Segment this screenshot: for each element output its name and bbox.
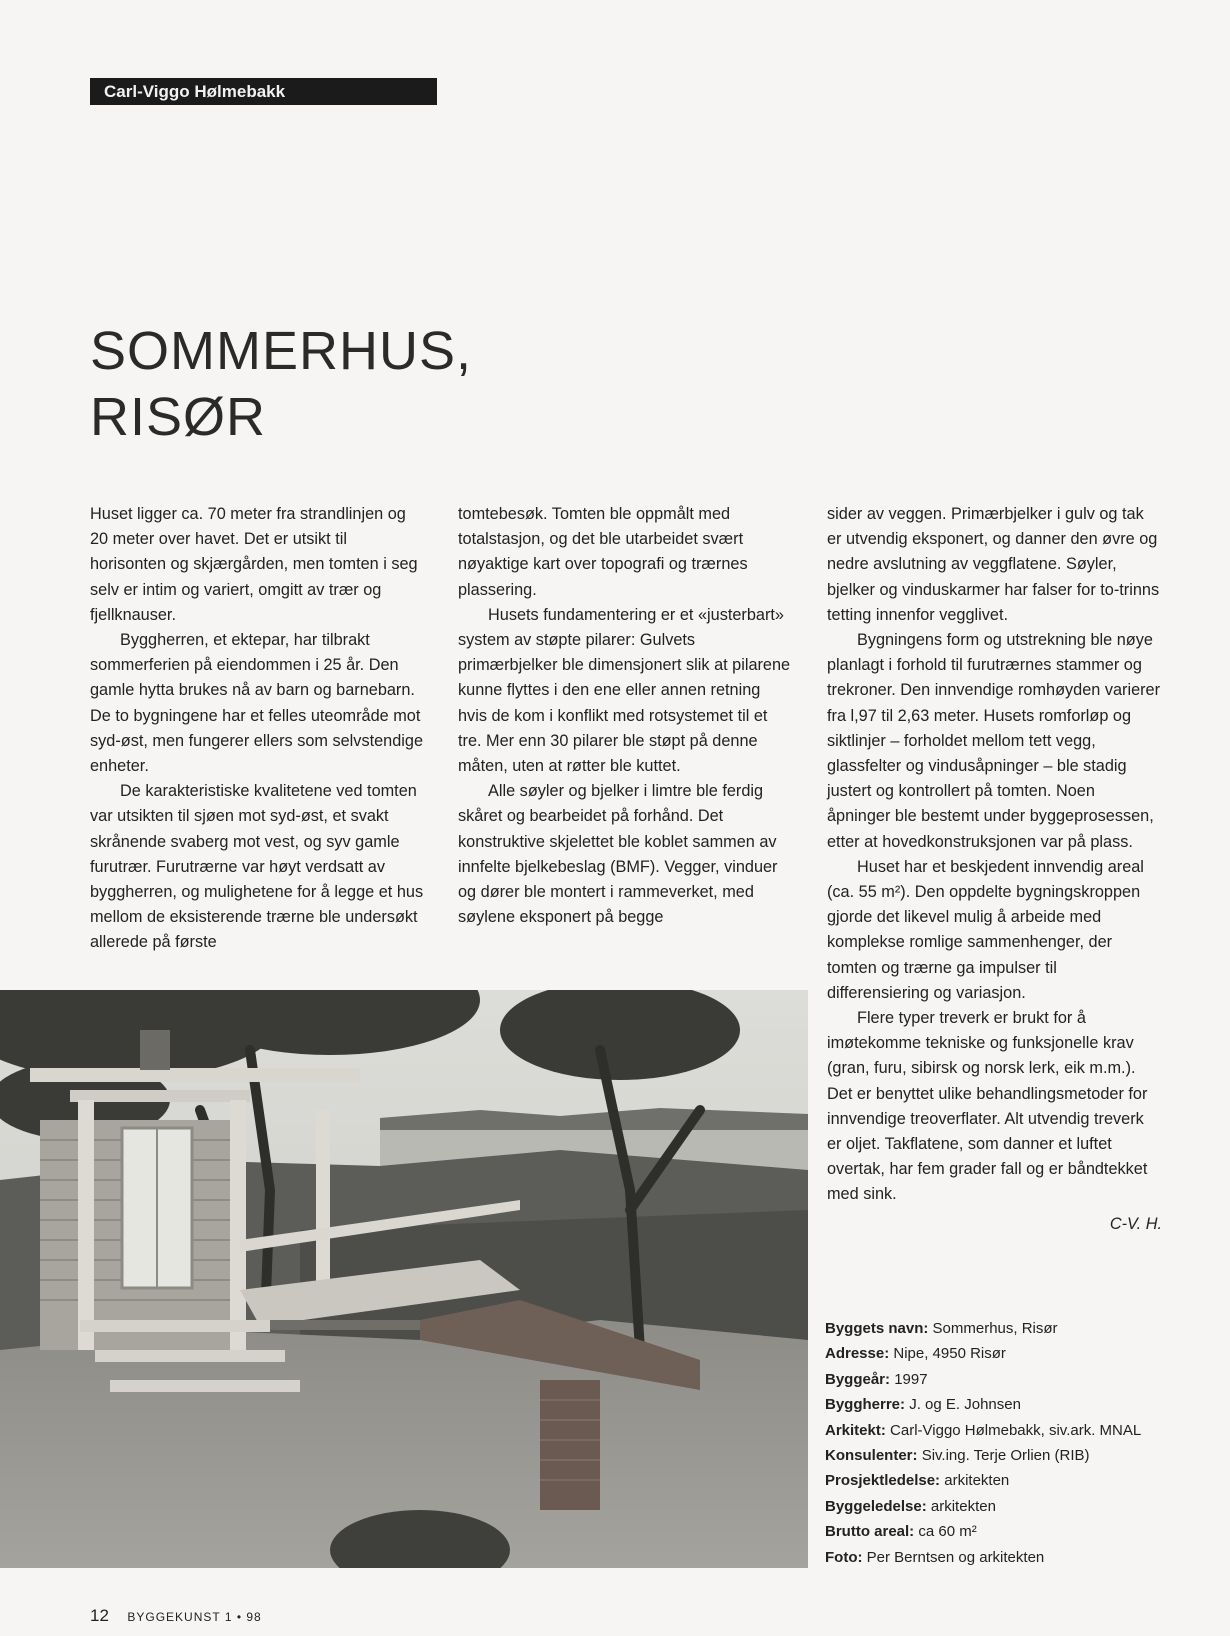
fact-row: [825, 1316, 1205, 1341]
fact-label: Adresse:: [825, 1345, 890, 1363]
fact-label: Foto:: [825, 1548, 863, 1566]
magazine-issue: BYGGEKUNST 1 • 98: [127, 1610, 262, 1624]
paragraph: Huset har et beskjedent innvendig areal (ca. 55 m²). Den oppdelte bygningskroppen gjorde det likevel mulig å arbeide med komplekse romlige sammenhenger, der tomten og trærne ga impulser til differensiering og variasjon.: [827, 857, 1144, 1002]
house-photo: [0, 990, 808, 1568]
fact-value: J. og E. Johnsen: [909, 1396, 1021, 1414]
fact-value: Siv.ing. Terje Orlien (RIB): [921, 1447, 1090, 1465]
page-number: 12: [90, 1606, 109, 1625]
paragraph: Husets fundamentering er et «justerbart» system av støpte pilarer: Gulvets primærbjelker ble dimensjonert slik at pilarene kunne flyttes i den ene eller annen retning hvis de kom i konflikt med rotsystemet til et tre. Mer enn 30 pilarer ble støpt på denne måten, uten at røtter ble kuttet.: [458, 605, 791, 776]
fact-label: Prosjektledelse:: [825, 1472, 941, 1490]
paragraph: Byggherren, et ektepar, har tilbrakt sommerferien på eiendommen i 25 år. Den gamle hytta brukes nå av barn og barnebarn. De to bygningene har et felles uteområde mot syd-øst, men fungerer ellers som selvstendige enheter.: [90, 631, 423, 776]
paragraph: Flere typer treverk er brukt for å imøtekomme tekniske og funksjonelle krav (gran, furu, sibirsk og norsk lerk, eik m.m.). Det er benyttet ulike behandlingsmetoder for innvendige treoverflater. Alt utvendig treverk er oljet. Takflatene, som danner et luftet overtak, har fem grader fall og er båndtekket med sink.: [827, 1009, 1148, 1204]
fact-label: Byggets navn:: [825, 1320, 929, 1337]
paragraph: Bygningens form og utstrekning ble nøye planlagt i forhold til furutrærnes stammer og trekroner. Den innvendige romhøyden varierer fra l,97 til 2,63 meter. Husets romforløp og siktlinjer – forholdet mellom tett vegg, glassfelter og vindusåpninger – ble stadig justert og kontrollert på tomten. Noen åpninger ble bestemt under byggeprosessen, etter at hovedkonstruksjonen var på plass.: [827, 631, 1161, 851]
fact-label: Konsulenter:: [825, 1447, 918, 1465]
fact-value: Nipe, 4950 Risør: [893, 1345, 1006, 1363]
fact-row: [825, 1443, 1205, 1468]
fact-value: Sommerhus, Risør: [932, 1320, 1058, 1337]
fact-value: arkitekten: [944, 1472, 1010, 1490]
fact-value: arkitekten: [930, 1497, 996, 1515]
fact-row: [825, 1367, 1205, 1392]
page-footer: [90, 1606, 262, 1626]
fact-label: Brutto areal:: [825, 1523, 915, 1541]
paragraph: tomtebesøk. Tomten ble oppmålt med totalstasjon, og det ble utarbeidet svært nøyaktige kart over topografi og trærnes plassering.: [458, 505, 748, 599]
article-column-2: [458, 502, 793, 930]
fact-row: [825, 1468, 1205, 1493]
fact-row: [825, 1494, 1205, 1519]
fact-label: Byggeår:: [825, 1370, 891, 1388]
fact-row: [825, 1519, 1205, 1544]
paragraph: Huset ligger ca. 70 meter fra strandlinjen og 20 meter over havet. Det er utsikt til horisonten og skjærgården, men tomten i seg selv er intim og variert, omgitt av trær og fjellknauser.: [90, 505, 418, 624]
fact-row: [825, 1392, 1205, 1417]
article-column-1: [90, 502, 425, 956]
author-name: Carl-Viggo Hølmebakk: [104, 82, 286, 101]
author-signature: C-V. H.: [1109, 1214, 1162, 1233]
fact-value: ca 60 m²: [918, 1523, 977, 1541]
article-column-3: [827, 502, 1162, 1237]
fact-value: Per Berntsen og arkitekten: [866, 1548, 1045, 1566]
fact-row: [825, 1418, 1205, 1443]
author-bar: [90, 78, 437, 105]
fact-value: Carl-Viggo Hølmebakk, siv.ark. MNAL: [890, 1421, 1142, 1439]
fact-value: 1997: [894, 1370, 928, 1388]
fact-box: [825, 1316, 1205, 1570]
paragraph: sider av veggen. Primærbjelker i gulv og tak er utvendig eksponert, og danner den øvre og nedre avslutning av veggflatene. Søyler, bjelker og vinduskarmer har falser for to-trinns tetting innenfor vegglivet.: [827, 505, 1160, 624]
title-line-1: SOMMERHUS,: [90, 321, 473, 381]
paragraph: Alle søyler og bjelker i limtre ble ferdig skåret og bearbeidet på forhånd. Det konstruktive skjelettet ble koblet sammen av innfelte bjelkebeslag (BMF). Vegger, vinduer og dører ble montert i rammeverket, med søylene eksponert på begge: [458, 782, 778, 927]
fact-label: Byggeledelse:: [825, 1497, 927, 1515]
fact-row: [825, 1341, 1205, 1366]
fact-row: [825, 1545, 1205, 1570]
paragraph: De karakteristiske kvalitetene ved tomten var utsikten til sjøen mot syd-øst, et svakt skrånende svaberg mot vest, og syv gamle furutrær. Furutrærne var høyt verdsatt av byggherren, og mulighetene for å legge et hus mellom de eksisterende trærne ble undersøkt allerede på første: [90, 782, 424, 952]
fact-label: Byggherre:: [825, 1396, 906, 1414]
page-title: [90, 318, 472, 450]
fact-label: Arkitekt:: [825, 1421, 886, 1439]
title-line-2: RISØR: [90, 387, 267, 447]
